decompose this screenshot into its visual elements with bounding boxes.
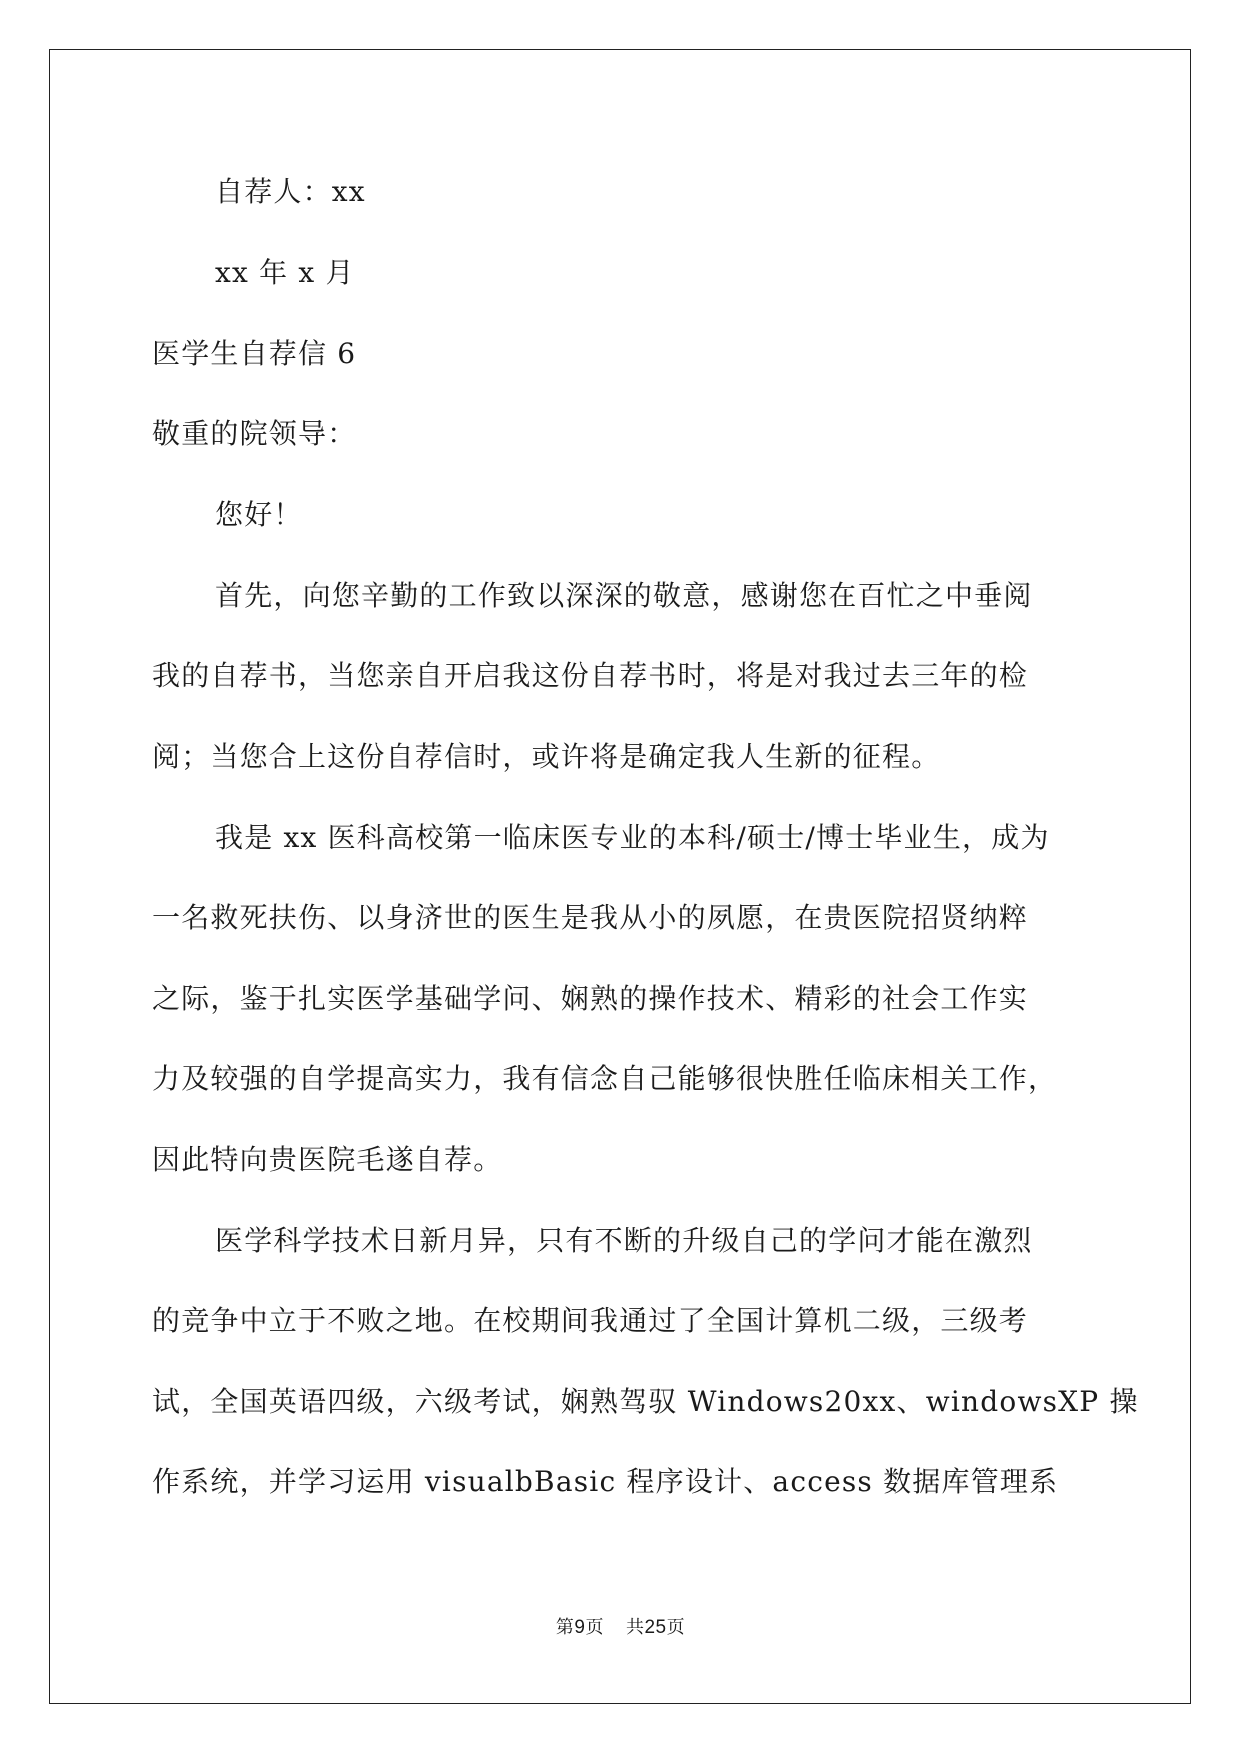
- date-line: xx 年 x 月: [215, 256, 355, 289]
- paragraph-line: 我是 xx 医科高校第一临床医专业的本科/硕士/博士毕业生，成为: [215, 821, 1050, 854]
- paragraph-line: 首先，向您辛勤的工作致以深深的敬意，感谢您在百忙之中垂阅: [215, 579, 1033, 612]
- footer-page-suffix: 页: [585, 1617, 604, 1637]
- footer-total-suffix: 页: [666, 1617, 686, 1637]
- signature-line: 自荐人：xx: [215, 175, 366, 208]
- paragraph-line: 因此特向贵医院毛遂自荐。: [152, 1143, 503, 1176]
- footer-prefix: 第: [555, 1617, 575, 1637]
- page-border: [49, 49, 1191, 1704]
- paragraph-line: 阅；当您合上这份自荐信时，或许将是确定我人生新的征程。: [152, 740, 941, 773]
- greeting: 您好！: [215, 498, 303, 531]
- total-page-count: 25: [644, 1617, 667, 1638]
- paragraph-line: 医学科学技术日新月异，只有不断的升级自己的学问才能在激烈: [215, 1224, 1033, 1257]
- footer-total-prefix: 共: [625, 1617, 645, 1637]
- paragraph-line: 我的自荐书，当您亲自开启我这份自荐书时，将是对我过去三年的检: [152, 659, 1029, 692]
- paragraph-line: 试，全国英语四级，六级考试，娴熟驾驭 Windows20xx、windowsXP 操: [152, 1385, 1139, 1418]
- paragraph-line: 的竞争中立于不败之地。在校期间我通过了全国计算机二级，三级考: [152, 1304, 1029, 1337]
- paragraph-line: 一名救死扶伤、以身济世的医生是我从小的夙愿，在贵医院招贤纳粹: [152, 901, 1029, 934]
- letter-title: 医学生自荐信 6: [152, 337, 357, 370]
- paragraph-line: 作系统，并学习运用 visualbBasic 程序设计、access 数据库管理系: [152, 1465, 1059, 1498]
- page-footer: [0, 1613, 1241, 1639]
- salutation: 敬重的院领导：: [152, 417, 357, 450]
- paragraph-line: 之际，鉴于扎实医学基础学问、娴熟的操作技术、精彩的社会工作实: [152, 982, 1029, 1015]
- paragraph-line: 力及较强的自学提高实力，我有信念自己能够很快胜任临床相关工作，: [152, 1062, 1058, 1095]
- current-page-number: 9: [574, 1617, 586, 1638]
